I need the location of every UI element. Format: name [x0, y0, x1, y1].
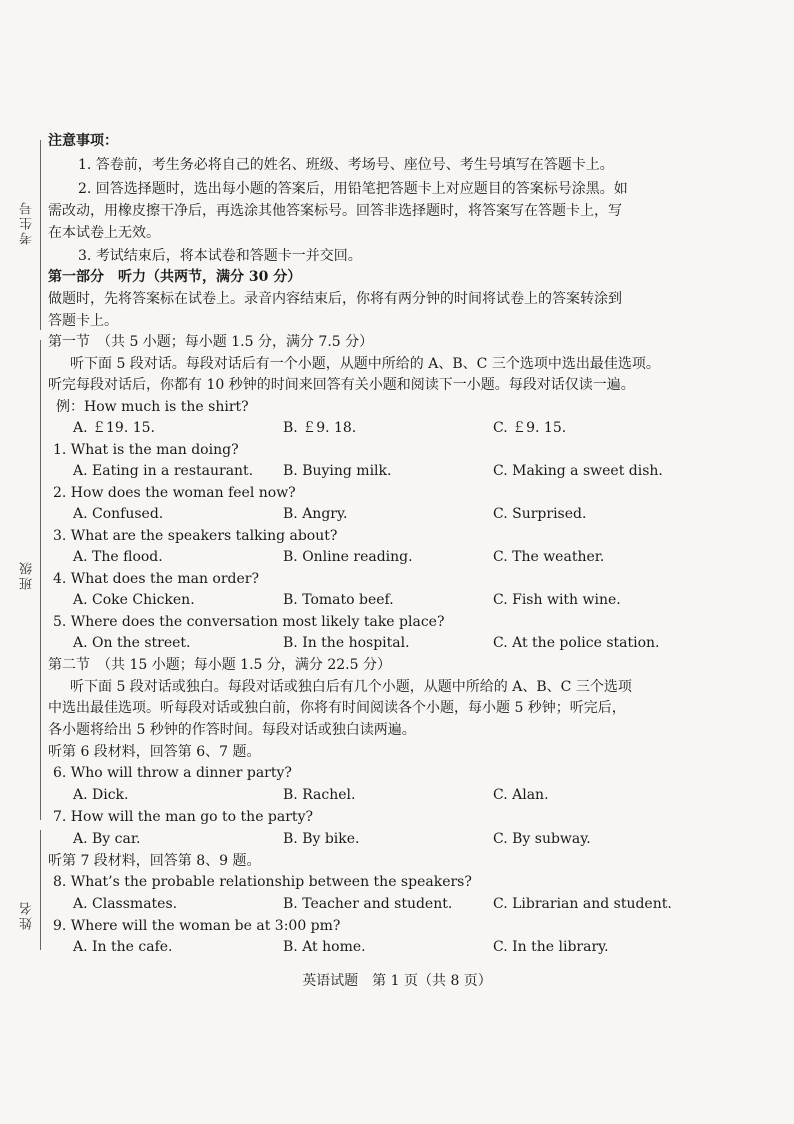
q6-option-c: C. Alan. [493, 787, 549, 803]
q4-option-a: A. Coke Chicken. [73, 592, 195, 608]
q8-option-a: A. Classmates. [73, 896, 178, 912]
notice-title: 注意事项： [48, 133, 118, 149]
q8-option-b: B. Teacher and student. [283, 896, 453, 912]
q2-option-c: C. Surprised. [493, 506, 587, 522]
example-question: 例：How much is the shirt? [56, 399, 249, 415]
section2-title: 第二节 （共 15 小题；每小题 1.5 分，满分 22.5 分） [48, 657, 391, 673]
binding-margin [0, 0, 60, 1124]
q5-option-c: C. At the police station. [493, 635, 660, 651]
q9-option-c: C. In the library. [493, 939, 609, 955]
section1-title: 第一节 （共 5 小题；每小题 1.5 分，满分 7.5 分） [48, 334, 374, 350]
question-5: 5. Where does the conversation most likely take place? [53, 614, 445, 630]
margin-line [40, 140, 41, 330]
material-7-heading: 听第 7 段材料，回答第 8、9 题。 [48, 853, 261, 869]
q2-option-a: A. Confused. [73, 506, 164, 522]
q1-option-b: B. Buying milk. [283, 463, 392, 479]
q1-option-c: C. Making a sweet dish. [493, 463, 663, 479]
q5-option-b: B. In the hospital. [283, 635, 410, 651]
q2-option-b: B. Angry. [283, 506, 348, 522]
page-footer: 英语试题 第 1 页（共 8 页） [302, 973, 492, 989]
q3-option-b: B. Online reading. [283, 549, 413, 565]
question-7: 7. How will the man go to the party? [53, 809, 313, 825]
q9-option-a: A. In the cafe. [73, 939, 173, 955]
notice-item-2-cont: 在本试卷上无效。 [48, 225, 160, 241]
example-option-c: C. ￡9. 15. [493, 420, 567, 436]
material-6-heading: 听第 6 段材料，回答第 6、7 题。 [48, 744, 261, 760]
margin-line [40, 340, 41, 820]
section1-instructions: 听下面 5 段对话。每段对话后有一个小题，从题中所给的 A、B、C 三个选项中选出最佳选项。 [70, 356, 660, 372]
name-label: 姓名 [20, 900, 35, 930]
example-option-b: B. ￡9. 18. [283, 420, 357, 436]
q6-option-b: B. Rachel. [283, 787, 356, 803]
q6-option-a: A. Dick. [73, 787, 129, 803]
q9-option-b: B. At home. [283, 939, 366, 955]
question-1: 1. What is the man doing? [53, 442, 239, 458]
q1-option-a: A. Eating in a restaurant. [73, 463, 254, 479]
example-option-a: A. ￡19. 15. [73, 420, 155, 436]
q7-option-a: A. By car. [73, 831, 141, 847]
q4-option-b: B. Tomato beef. [283, 592, 394, 608]
section2-instructions: 听下面 5 段对话或独白。每段对话或独白后有几个小题，从题中所给的 A、B、C 三个选项 [70, 679, 632, 695]
notice-item-3: 3. 考试结束后，将本试卷和答题卡一并交回。 [78, 248, 362, 264]
margin-line [40, 830, 41, 950]
q4-option-c: C. Fish with wine. [493, 592, 621, 608]
part1-title: 第一部分 听力（共两节，满分 30 分） [48, 269, 302, 285]
q7-option-b: B. By bike. [283, 831, 360, 847]
notice-item-2: 2. 回答选择题时，选出每小题的答案后，用铅笔把答题卡上对应题目的答案标号涂黑。如 [78, 181, 628, 197]
q3-option-a: A. The flood. [73, 549, 163, 565]
question-9: 9. Where will the woman be at 3:00 pm? [53, 918, 341, 934]
question-6: 6. Who will throw a dinner party? [53, 765, 292, 781]
class-label: 班级 [20, 560, 35, 590]
notice-item-1: 1. 答卷前，考生务必将自己的姓名、班级、考场号、座位号、考生号填写在答题卡上。 [78, 157, 614, 173]
section2-instructions-cont: 中选出最佳选项。听每段对话或独白前，你将有时间阅读各个小题，每小题 5 秒钟；听完后， [48, 700, 626, 716]
q3-option-c: C. The weather. [493, 549, 605, 565]
part1-intro: 做题时，先将答案标在试卷上。录音内容结束后，你将有两分钟的时间将试卷上的答案转涂到 [48, 291, 622, 307]
q7-option-c: C. By subway. [493, 831, 591, 847]
question-2: 2. How does the woman feel now? [53, 485, 296, 501]
question-3: 3. What are the speakers talking about? [53, 528, 338, 544]
q8-option-c: C. Librarian and student. [493, 896, 672, 912]
q5-option-a: A. On the street. [73, 635, 191, 651]
notice-item-2-cont: 需改动，用橡皮擦干净后，再选涂其他答案标号。回答非选择题时，将答案写在答题卡上，写 [48, 203, 622, 219]
question-4: 4. What does the man order? [53, 571, 259, 587]
part1-intro-cont: 答题卡上。 [48, 313, 118, 329]
examinee-number-label: 考生号 [20, 200, 35, 245]
question-8: 8. What’s the probable relationship between the speakers? [53, 874, 472, 890]
section2-instructions-cont: 各小题将给出 5 秒钟的作答时间。每段对话或独白读两遍。 [48, 722, 416, 738]
section1-instructions-cont: 听完每段对话后，你都有 10 秒钟的时间来回答有关小题和阅读下一小题。每段对话仅读一遍。 [48, 377, 635, 393]
